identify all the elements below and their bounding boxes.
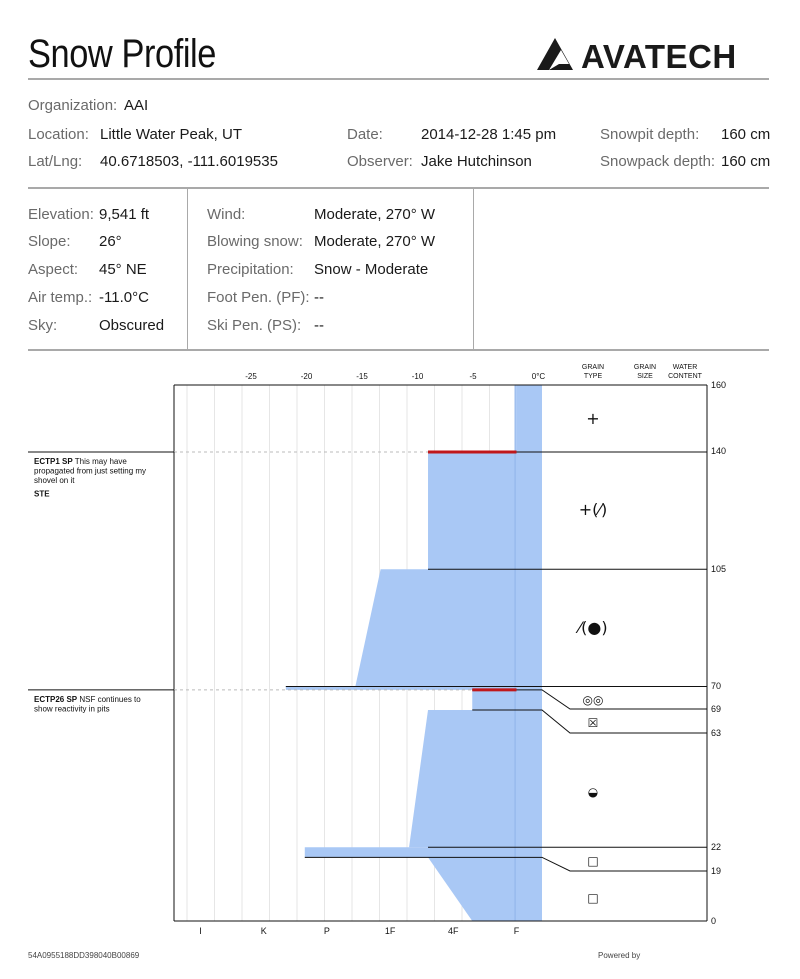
- organization-value: AAI: [124, 97, 149, 114]
- conditions-divider-1: [187, 188, 188, 350]
- conditions-divider: [28, 349, 769, 351]
- date-label: Date:: [347, 126, 383, 143]
- height-label-63: 63: [711, 728, 722, 738]
- snowpack-depth-value: 160 cm: [721, 153, 771, 170]
- hardness-tick-label: I: [199, 926, 202, 936]
- hardness-tick-label: 4F: [448, 926, 459, 936]
- latlng-label: Lat/Lng:: [28, 153, 83, 170]
- height-label-69: 69: [711, 704, 722, 714]
- page-title: Snow Profile: [28, 32, 216, 76]
- height-label-70: 70: [711, 681, 722, 691]
- test-extra: STE: [34, 489, 50, 499]
- precipitation-value: Snow - Moderate: [314, 261, 429, 278]
- precipitation-label: Precipitation:: [207, 261, 294, 278]
- weak-layer-1: [472, 688, 516, 691]
- temperature-tick-label: -15: [356, 372, 368, 381]
- grain-type-symbol: +: [586, 409, 600, 428]
- test-annotation: propagated from just setting my: [34, 466, 147, 476]
- grain-type-symbol: ◒: [587, 785, 599, 799]
- date-value: 2014-12-28 1:45 pm: [421, 126, 557, 143]
- height-label-160: 160: [711, 380, 727, 390]
- blowing-snow-label: Blowing snow:: [207, 233, 303, 250]
- test-annotation: show reactivity in pits: [34, 704, 110, 714]
- temperature-tick-label: -20: [300, 372, 313, 381]
- column-header: CONTENT: [668, 373, 702, 380]
- powered-by: Powered by: [598, 951, 641, 960]
- foot-pen-value: --: [314, 289, 324, 306]
- ski-pen-value: --: [314, 317, 324, 334]
- height-label-105: 105: [711, 564, 727, 574]
- temperature-tick-label: -10: [411, 372, 424, 381]
- info-divider: [28, 187, 769, 189]
- height-label-0: 0: [711, 916, 717, 926]
- column-header: GRAIN: [581, 364, 605, 371]
- location-label: Location:: [28, 126, 89, 143]
- column-header: GRAIN: [633, 364, 657, 371]
- temperature-tick-label: -5: [469, 372, 477, 381]
- avatech-logo: [535, 34, 771, 74]
- grain-type-symbol: □: [587, 891, 599, 905]
- height-label-19: 19: [711, 866, 722, 876]
- foot-pen-label: Foot Pen. (PF):: [207, 289, 310, 306]
- slope-label: Slope:: [28, 233, 71, 250]
- wind-label: Wind:: [207, 206, 246, 223]
- aspect-value: 45° NE: [99, 261, 147, 278]
- hardness-tick-label: P: [323, 926, 330, 936]
- ski-pen-label: Ski Pen. (PS):: [207, 317, 302, 334]
- test-annotation: ECTP26 SP NSF continues to: [34, 694, 141, 704]
- hardness-tick-label: 1F: [384, 926, 396, 936]
- header-divider: [28, 78, 769, 80]
- air-temp-label: Air temp.:: [28, 289, 93, 306]
- observer-value: Jake Hutchinson: [421, 153, 532, 170]
- conditions-divider-2: [473, 188, 474, 350]
- sky-value: Obscured: [99, 317, 165, 334]
- grain-type-symbol: ⁄(●): [578, 618, 608, 637]
- snow-profile-chart: [0, 355, 800, 945]
- hardness-layer-6: [305, 847, 542, 857]
- blowing-snow-value: Moderate, 270° W: [314, 233, 436, 250]
- weak-layer-0: [428, 451, 516, 454]
- latlng-value: 40.6718503, -111.6019535: [100, 153, 278, 170]
- location-value: Little Water Peak, UT: [100, 126, 242, 143]
- slope-value: 26°: [99, 233, 122, 250]
- hardness-tick-label: F: [513, 926, 520, 936]
- hardness-tick-label: K: [260, 926, 267, 936]
- mountain-logo-icon: [535, 34, 577, 74]
- height-label-140: 140: [711, 446, 727, 456]
- aspect-label: Aspect:: [28, 261, 79, 278]
- temperature-band: [515, 385, 542, 921]
- test-annotation: ECTP1 SP This may have: [34, 457, 127, 466]
- brand-name: AVATECH: [581, 38, 737, 75]
- grain-type-symbol: ◎◎: [582, 693, 604, 707]
- air-temp-value: -11.0°C: [99, 289, 149, 306]
- profile-id: 54A0955188DD398040B00869: [28, 951, 140, 960]
- snowpit-depth-value: 160 cm: [721, 126, 771, 143]
- temperature-tick-label: -25: [245, 372, 257, 381]
- test-annotation: shovel on it: [34, 476, 75, 485]
- hardness-layer-2: [355, 569, 542, 686]
- grain-type-symbol: +(⁄): [578, 500, 608, 519]
- snowpack-depth-label: Snowpack depth:: [600, 153, 716, 170]
- wind-value: Moderate, 270° W: [314, 206, 436, 223]
- column-header: SIZE: [637, 373, 653, 380]
- organization-label: Organization:: [28, 97, 118, 114]
- column-header: TYPE: [583, 373, 603, 380]
- snowpit-depth-label: Snowpit depth:: [600, 126, 700, 143]
- elevation-value: 9,541 ft: [99, 206, 150, 223]
- column-header: WATER: [672, 364, 698, 371]
- observer-label: Observer:: [347, 153, 413, 170]
- grain-type-symbol: ☒: [587, 716, 599, 730]
- elevation-label: Elevation:: [28, 206, 94, 223]
- temperature-tick-label: 0°C: [531, 372, 546, 381]
- height-label-22: 22: [711, 842, 722, 852]
- grain-type-symbol: □: [587, 854, 599, 868]
- sky-label: Sky:: [28, 317, 58, 334]
